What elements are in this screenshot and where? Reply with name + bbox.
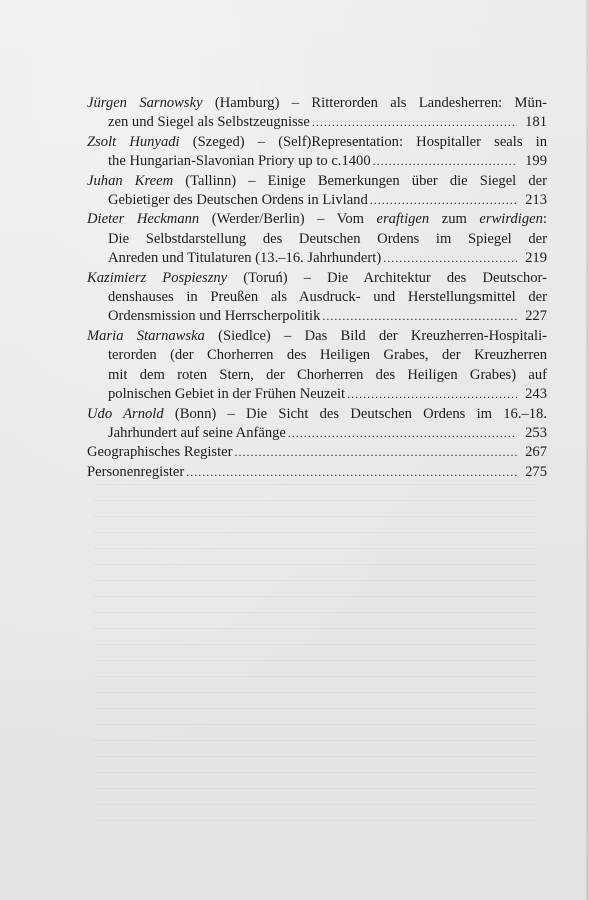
toc-title-text: (Toruń) – Die Architektur des Deutschor-	[227, 269, 547, 286]
toc-entry	[87, 405, 547, 444]
toc-title-text: the Hungarian-Slavonian Priory up to c.1400	[108, 153, 371, 170]
toc-author: Zsolt Hunyadi	[87, 133, 180, 150]
toc-author: Jürgen Sarnowsky	[87, 95, 203, 111]
toc-title-text: Gebietiger des Deutschen Ordens in Livland	[108, 192, 368, 209]
toc-entry-first-line	[87, 327, 547, 346]
leader-dots	[235, 443, 518, 462]
toc-entry-line: Die Selbstdarstellung des Deutschen Ordens im Spiegel der	[108, 230, 547, 247]
toc-entry-line: terorden (der Chorherren des Heiligen Grabes, der Kreuzherren	[108, 347, 547, 364]
toc-page-number: 219	[525, 250, 547, 267]
leader-dots	[373, 152, 517, 171]
leader-dots	[288, 424, 517, 443]
toc-page-number: 253	[525, 424, 547, 441]
toc-title-text: (Bonn) – Die Sicht des Deutschen Ordens im 16.–18.	[163, 405, 548, 422]
toc-page-number: 243	[525, 386, 547, 403]
toc-entry	[87, 327, 547, 405]
toc-page-number: 267	[525, 444, 547, 461]
toc-entry-last-line	[87, 307, 547, 326]
toc-author: Maria Starnawska	[87, 327, 205, 344]
toc-title-text: (Siedlce) – Das Bild der Kreuzherren-Hospitali-	[204, 327, 547, 344]
toc-page-number: 213	[525, 192, 547, 209]
toc-entry-first-line	[87, 133, 547, 152]
toc-page-number: 199	[525, 153, 547, 170]
toc-entry-line: denshauses in Preußen als Ausdruck- und Herstellungsmittel der	[108, 289, 547, 306]
toc-entry	[87, 133, 547, 172]
toc-entry-last-line	[87, 424, 547, 443]
toc-entry-line: mit dem roten Stern, der Chorherren des Heiligen Grabes) auf	[108, 366, 547, 383]
toc-register-persons	[87, 463, 547, 482]
toc-author: Kazimierz Pospieszny	[87, 269, 228, 286]
toc-author: Udo Arnold	[87, 405, 164, 422]
table-of-contents	[87, 94, 547, 482]
leader-dots	[347, 385, 517, 404]
leader-dots	[322, 307, 517, 326]
toc-entry	[87, 94, 547, 133]
toc-title-text: (Hamburg) – Ritterorden als Landesherren: Mün-	[202, 95, 547, 111]
toc-title-text: (Werder/Berlin) – Vom	[199, 211, 377, 228]
toc-entry-last-line	[87, 113, 547, 132]
toc-page-number: 227	[525, 308, 547, 325]
toc-title-italic: erwirdigen	[479, 211, 543, 228]
toc-title-text: zen und Siegel als Selbstzeugnisse	[108, 114, 310, 131]
toc-entry-first-line	[87, 269, 547, 288]
toc-title-italic: eraftigen	[376, 211, 430, 228]
toc-page-number: 275	[525, 463, 547, 480]
toc-register-geographic	[87, 443, 547, 462]
toc-entry-last-line	[87, 191, 547, 210]
toc-title-text: Anreden und Titulaturen (13.–16. Jahrhundert)	[108, 250, 382, 267]
toc-register-label: Geographisches Register	[87, 444, 233, 461]
leader-dots	[186, 463, 517, 482]
toc-author: Dieter Heckmann	[87, 211, 200, 228]
toc-entry-first-line	[87, 210, 547, 229]
toc-entry	[87, 210, 547, 268]
toc-page-number: 181	[525, 114, 547, 131]
leader-dots	[312, 113, 517, 132]
toc-title-text: zum	[429, 211, 480, 228]
toc-entry-first-line	[87, 172, 547, 191]
leader-dots	[370, 191, 517, 210]
bleed-through-texture	[95, 470, 535, 830]
toc-title-text: Ordensmission und Herrscherpolitik	[108, 308, 321, 325]
toc-author: Juhan Kreem	[87, 172, 174, 189]
toc-title-text: (Tallinn) – Einige Bemerkungen über die Siegel der	[173, 172, 547, 189]
toc-title-text: (Szeged) – (Self)Representation: Hospitaller seals in	[179, 133, 547, 150]
toc-entry	[87, 172, 547, 211]
toc-entry-last-line	[87, 249, 547, 268]
toc-entry-last-line	[87, 385, 547, 404]
toc-entry-first-line	[87, 94, 547, 113]
toc-title-text: :	[542, 211, 547, 228]
toc-title-text: Jahrhundert auf seine Anfänge	[108, 424, 286, 441]
toc-title-text: polnischen Gebiet in der Frühen Neuzeit	[108, 386, 346, 403]
toc-entry-first-line	[87, 405, 547, 424]
toc-entry-last-line	[87, 152, 547, 171]
leader-dots	[383, 249, 517, 268]
toc-register-label: Personenregister	[87, 463, 185, 480]
toc-entry	[87, 269, 547, 327]
